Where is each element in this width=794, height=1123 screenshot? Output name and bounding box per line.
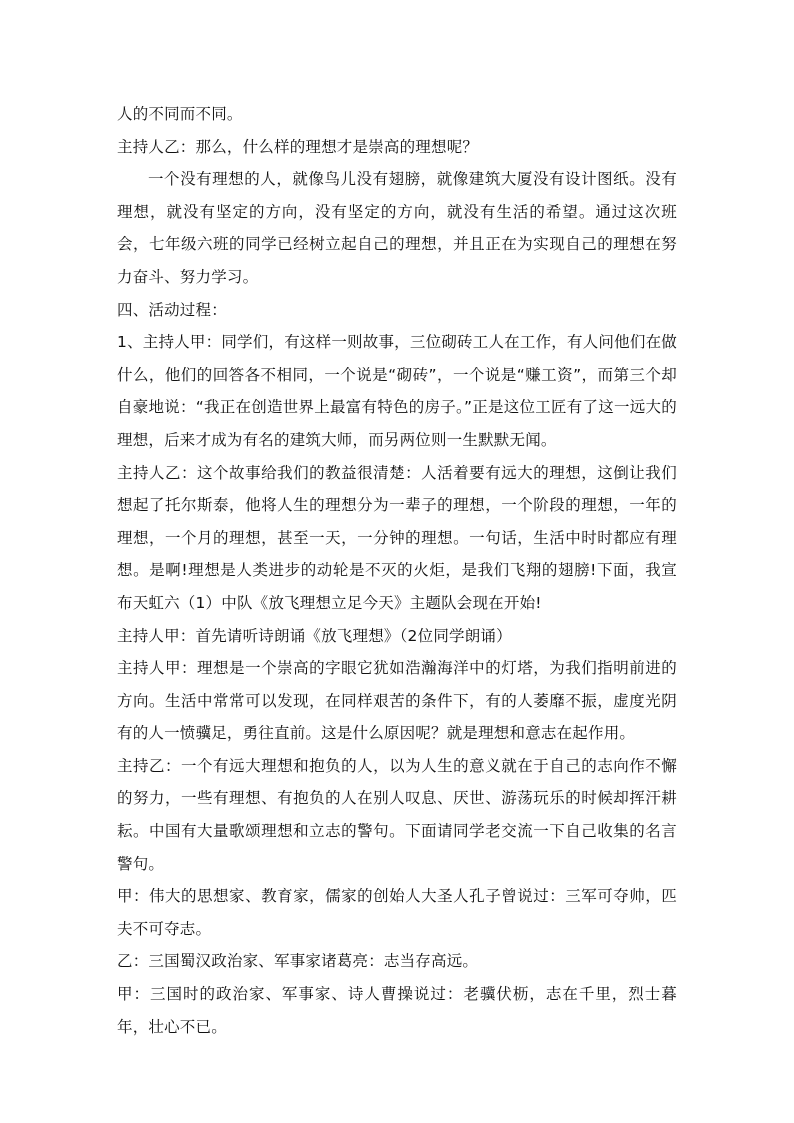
paragraph-quote-confucius: 甲：伟大的思想家、教育家，儒家的创始人大圣人孔子曾说过：三军可夺帅，匹夫不可夺志。	[117, 887, 677, 938]
paragraph-host-a-lighthouse: 主持人甲：理想是一个崇高的字眼它犹如浩瀚海洋中的灯塔，为我们指明前进的方向。生活中常常可以发现，在同样艰苦的条件下，有的人萎靡不振，虚度光阴有的人一愤骥足，勇往直前。这是什么原因呢？就是理想和意志在起作用。	[117, 659, 677, 743]
paragraph-host-a-story: 1、主持人甲：同学们，有这样一则故事，三位砌砖工人在工作，有人问他们在做什么，他们的回答各不相同，一个说是“砌砖”，一个说是“赚工资”，而第三个却自豪地说：“我正在创造世界上最富有特色的房子。”正是这位工匠有了这一远大的理想，后来才成为有名的建筑大师，而另两位则一生默默无闻。	[117, 333, 677, 449]
section-heading-activity-process: 四、活动过程：	[117, 300, 227, 319]
paragraph-host-b-question: 主持人乙：那么，什么样的理想才是崇高的理想呢？	[117, 137, 479, 156]
paragraph-continuation: 人的不同而不同。	[117, 105, 243, 123]
paragraph-host-b-aspiration: 主持乙：一个有远大理想和抱负的人，以为人生的意义就在于自己的志向作不懈的努力，一些有理想、有抱负的人在别人叹息、厌世、游荡玩乐的时候却挥汗耕耘。中国有大量歌颂理想和立志的警句。下面请同学老交流一下自己收集的名言警句。	[117, 756, 677, 873]
paragraph-host-a-poem: 主持人甲：首先请听诗朗诵《放飞理想》（2位同学朗诵）	[117, 626, 512, 645]
paragraph-ideal-importance: 一个没有理想的人，就像鸟儿没有翅膀，就像建筑大厦没有设计图纸。没有理想，就没有坚定的方向，没有坚定的方向，就没有生活的希望。通过这次班会，七年级六班的同学已经树立起自己的理想，并且正在为实现自己的理想在努力奋斗、努力学习。	[117, 170, 677, 286]
paragraph-quote-cao-cao: 甲：三国时的政治家、军事家、诗人曹操说过：老骥伏枥，志在千里，烈士暮年，壮心不已。	[117, 985, 677, 1036]
paragraph-quote-zhuge-liang: 乙：三国蜀汉政治家、军事家诸葛亮：志当存高远。	[117, 952, 479, 971]
paragraph-host-b-tolstoy: 主持人乙：这个故事给我们的教益很清楚：人活着要有远大的理想，这倒让我们想起了托尔斯泰，他将人生的理想分为一辈子的理想，一个阶段的理想，一年的理想，一个月的理想，甚至一天，一分钟的理想。一句话，生活中时时都应有理想。是啊!理想是人类进步的动轮是不灭的火炬，是我们飞翔的翅膀!下面，我宣布天虹六（1）中队《放飞理想立足今天》主题队会现在开始!	[117, 463, 677, 612]
document-body	[117, 98, 677, 1043]
